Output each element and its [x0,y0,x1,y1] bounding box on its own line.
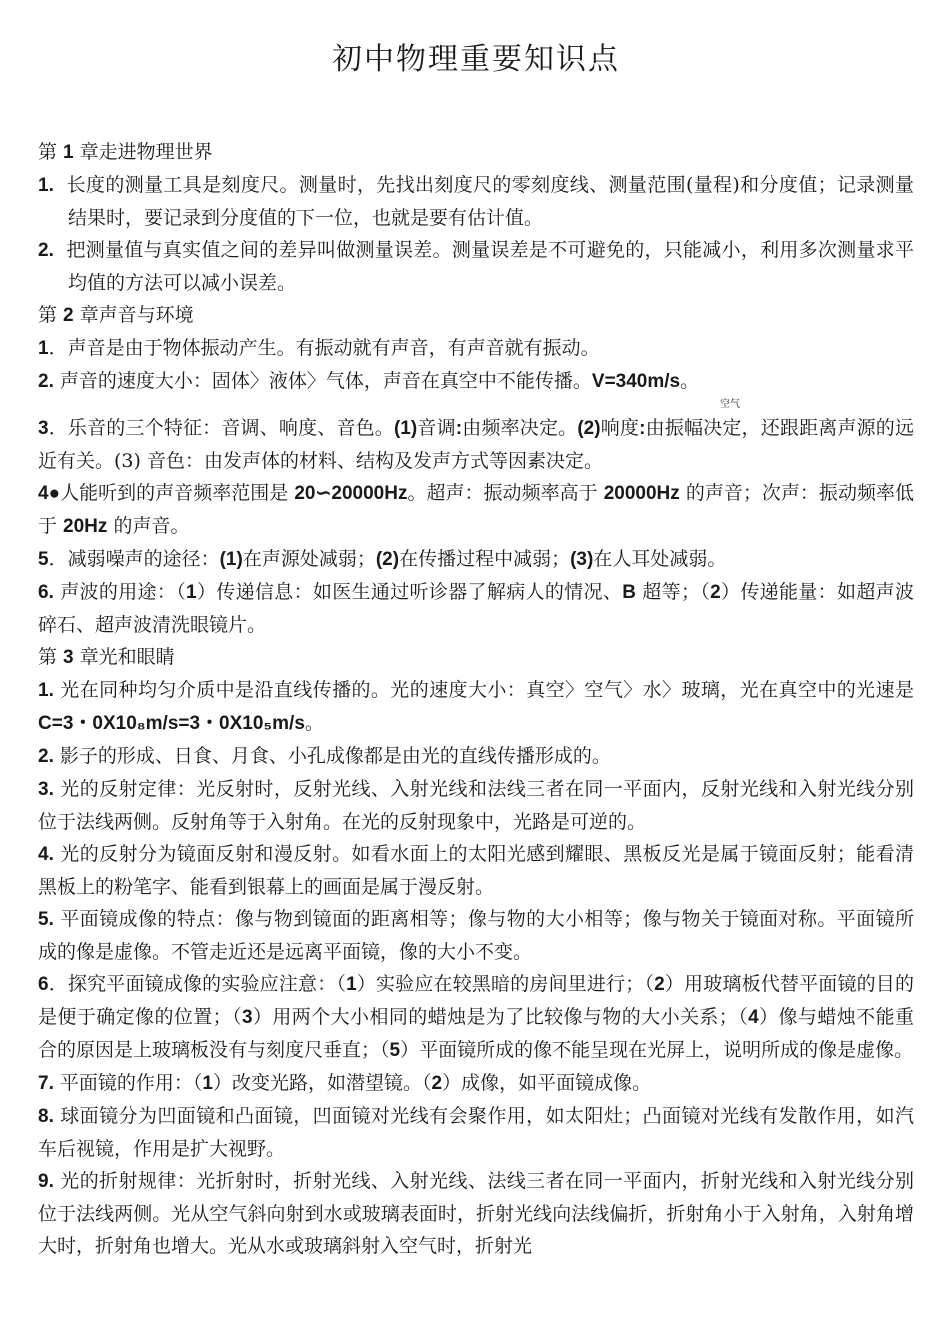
ch3-item-1-num: 1. [38,680,54,701]
ch3-item-2-text: 影子的形成、日食、月食、小孔成像都是由光的直线传播形成的。 [53,745,611,767]
ch3-item-3-num: 3. [38,779,54,800]
ch2-item-3-bold-2: : [455,418,463,439]
ch2-item-6-text-a: 声波的用途：（ [53,581,187,603]
ch2-item-1 [38,332,914,365]
ch2-item-5-bold-3: (3) [570,549,594,570]
ch3-item-1 [38,674,914,740]
ch3-item-6 [38,968,914,1067]
ch3-item-4-text: 光的反射分为镜面反射和漫反射。如看水面上的太阳光感到耀眼、黑板反光是属于镜面反射；能看清黑板上的粉笔字、能看到银幕上的画面是属于漫反射。 [38,843,914,898]
ch2-item-2-num: 2. [38,371,54,392]
ch3-item-1-text-c: 。 [304,712,324,734]
ch3-item-8-num: 8. [38,1106,54,1127]
ch1-item-1-text: 长度的测量工具是刻度尺。测量时，先找出刻度尺的零刻度线、测量范围(量程)和分度值；记录测量结果时，要记录到分度值的下一位，也就是要有估计值。 [66,174,914,229]
ch2-item-6-text-e: ）传递能量：如超声波碎石、超声波清洗眼镜片。 [38,581,914,636]
ch3-item-6-text-f: ）像与蜡烛不能重合的原因是上玻璃板没有与刻度尺垂直；（ [38,1006,914,1061]
ch3-item-6-bold-1: 1 [346,974,357,995]
ch2-item-3-text-f: 由振幅决定，还跟距离声源的远近有关。(3) 音色：由发声体的材料、结构及发声方式等因素决定。 [38,417,914,472]
ch3-item-2 [38,740,914,773]
ch2-item-5-text-e: 在人耳处减弱。 [593,548,727,570]
ch3-item-8 [38,1100,914,1165]
ch2-item-3-text-d: 由频率决定。 [462,417,578,439]
ch3-item-5-num: 5. [38,909,54,930]
ch3-item-5-text: 平面镜成像的特点：像与物到镜面的距离相等；像与物的大小相等；像与物关于镜面对称。平面镜所成的像是虚像。不管走近还是远离平面镜，像的大小不变。 [38,908,914,963]
ch3-item-6-bold-4: 4 [748,1007,759,1028]
ch2-item-5-text-d: 在传播过程中减弱； [399,548,571,570]
ch1-item-2 [38,234,914,299]
ch2-item-6-text-c: ）传递信息：如医生通过听诊器了解病人的情况、 [196,581,623,603]
ch2-item-4-text-e: 的声音。 [107,515,190,537]
chapter-3-heading-post: 章光和眼睛 [73,646,175,668]
ch3-item-3 [38,773,914,838]
ch3-item-6-text-c: ）实验应在较黑暗的房间里进行；（ [356,973,655,995]
page-title: 初中物理重要知识点 [332,42,620,77]
chapter-2-heading-pre: 第 [38,304,64,326]
chapter-2-heading [38,299,914,332]
ch2-item-4 [38,477,914,543]
ch2-item-3-bold-3: (2) [577,418,601,439]
ch3-item-6-text-a: ．探究平面镜成像的实验应注意：（ [48,973,347,995]
ch2-item-4-bold-3: 20Hz [63,516,108,537]
ch3-item-4 [38,838,914,903]
ch3-item-9-text: 光的折射规律：光折射时，折射光线、入射光线、法线三者在同一平面内，折射光线和入射光线分别位于法线两侧。光从空气斜向射到水或玻璃表面时，折射光线向法线偏折，折射角小于入射角，入射角增大时，折射角也增大。光从水或玻璃斜射入空气时，折射光 [38,1170,914,1257]
ch2-item-3-text-a: ．乐音的三个特征：音调、响度、音色。 [48,417,394,439]
ch3-item-7-num: 7. [38,1073,54,1094]
ch2-item-3-text-c: 音调 [417,417,456,439]
ch3-item-7-bold-2: 2 [431,1073,443,1094]
ch2-item-4-bold-1: 20∽20000Hz [294,483,408,504]
ch2-item-4-text-d: 的声音；次声：振动频率低于 [38,482,915,537]
ch3-item-3-text: 光的反射定律：光反射时，反射光线、入射光线和法线三者在同一平面内，反射光线和入射光线分别位于法线两侧。反射角等于入射角。在光的反射现象中，光路是可逆的。 [38,778,914,833]
chapter-2-heading-num: 2 [63,305,74,326]
ch2-item-1-text: ．声音是由于物体振动产生。有振动就有声音，有声音就有振动。 [48,337,600,359]
air-subscript-note: 空气 [720,399,740,410]
ch2-item-4-num: 4● [38,483,61,504]
ch2-item-5-text-c: 在声源处减弱； [242,548,376,570]
ch3-item-6-bold-3: 3 [242,1007,253,1028]
ch3-item-1-light-speed: C=3・0X10₈m/s=3・0X10₅m/s [38,713,305,734]
ch2-item-4-text-c: 。超声：振动频率高于 [407,482,604,504]
ch2-item-1-num: 1 [38,338,49,359]
ch3-item-6-text-e: ）用两个大小相同的蜡烛是为了比较像与物的大小关系；（ [252,1006,749,1028]
ch2-item-3-bold-4: : [639,418,646,439]
ch2-item-3 [38,412,914,477]
ch3-item-1-text-a: 光在同种均匀介质中是沿直线传播的。光的速度大小：真空〉空气〉水〉玻璃，光在真空中的光速是 [53,679,914,701]
ch1-item-1 [38,169,914,234]
ch3-item-5 [38,903,914,968]
ch2-item-5-text-a: ．减弱噪声的途径： [48,548,220,570]
ch2-item-5 [38,543,914,576]
ch2-item-6-bold-2: B [622,582,636,603]
chapter-1-heading-num: 1 [63,142,74,163]
ch2-item-6-text-d: 超等；（ [635,581,711,603]
ch2-item-4-text-a: 人能听到的声音频率范围是 [60,482,295,504]
chapter-3-heading-num: 3 [63,647,74,668]
ch3-item-7-text-a: 平面镜的作用：（ [53,1072,203,1094]
ch2-item-2 [38,365,914,398]
ch3-item-4-num: 4. [38,844,54,865]
ch2-item-6 [38,576,914,641]
ch3-item-9-num: 9. [38,1171,54,1192]
ch3-item-7-text-d: ）成像，如平面镜成像。 [442,1072,652,1094]
ch3-item-6-num: 6 [38,974,49,995]
chapter-1-heading-post: 章走进物理世界 [73,141,213,163]
ch2-item-6-bold-3: 2 [710,582,721,603]
ch3-item-7-text-c: ）改变光路，如潜望镜。（ [212,1072,432,1094]
ch2-item-3-num: 3 [38,418,49,439]
ch2-item-3-text-e: 响度 [600,417,640,439]
chapter-1-heading [38,136,914,169]
chapter-1-heading-pre: 第 [38,141,64,163]
ch2-item-2-end: 。 [680,370,700,392]
chapter-3-heading [38,641,914,674]
ch2-item-2-speed: V=340m/s [591,371,681,392]
ch3-item-6-bold-2: 2 [654,974,665,995]
ch1-item-1-num: 1. [38,175,54,196]
ch3-item-2-num: 2. [38,746,54,767]
ch2-item-6-bold-1: 1 [186,582,197,603]
ch2-item-3-bold-1: (1) [393,418,418,439]
ch3-item-6-text-g: ）平面镜所成的像不能呈现在光屏上，说明所成的像是虚像。 [400,1039,914,1061]
ch2-item-5-bold-2: (2) [375,549,400,570]
ch3-item-7-bold-1: 1 [202,1073,213,1094]
ch1-item-2-num: 2. [38,240,54,261]
ch3-item-7 [38,1067,914,1100]
ch3-item-6-text-d: ）用玻璃板代替平面镜的目的是便于确定像的位置；（ [38,973,914,1028]
ch2-item-2-text: 声音的速度大小：固体〉液体〉气体，声音在真空中不能传播。 [53,370,592,392]
ch2-item-6-num: 6. [38,582,54,603]
chapter-2-heading-post: 章声音与环境 [73,304,194,326]
ch1-item-2-text: 把测量值与真实值之间的差异叫做测量误差。测量误差是不可避免的，只能减小，利用多次测量求平均值的方法可以减小误差。 [66,239,914,294]
ch3-item-9 [38,1165,914,1262]
ch2-item-4-bold-2: 20000Hz [603,483,680,504]
ch2-item-5-num: 5 [38,549,49,570]
ch3-item-8-text: 球面镜分为凹面镜和凸面镜，凹面镜对光线有会聚作用，如太阳灶；凸面镜对光线有发散作用，如汽车后视镜，作用是扩大视野。 [38,1105,914,1160]
ch2-item-5-bold-1: (1) [219,549,243,570]
chapter-3-heading-pre: 第 [38,646,64,668]
ch3-item-6-bold-5: 5 [389,1040,401,1061]
